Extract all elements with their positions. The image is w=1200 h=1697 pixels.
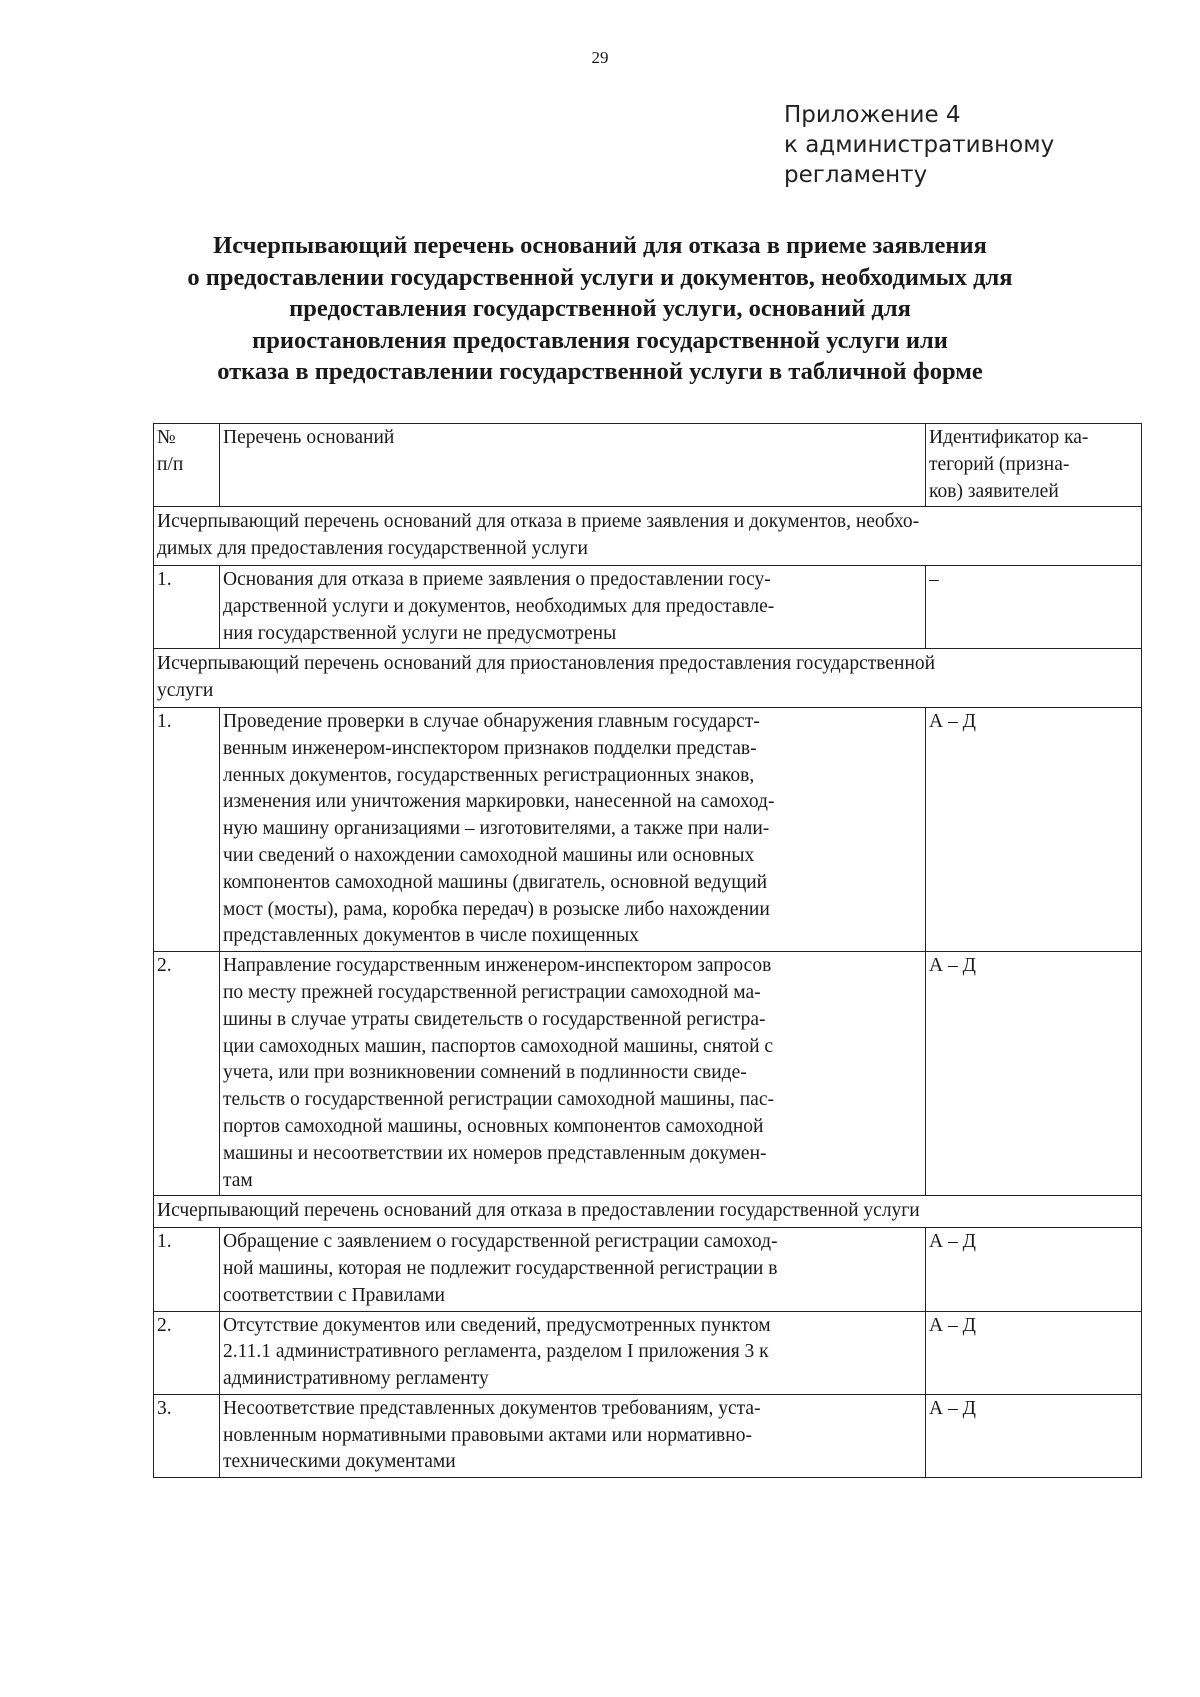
row-text-line: ции самоходных машин, паспортов самоходной машины, снятой с bbox=[223, 1035, 774, 1057]
row-text-line: компонентов самоходной машины (двигатель, основной ведущий bbox=[223, 871, 768, 893]
row-text-line: 2.11.1 административного регламента, разделом I приложения 3 к bbox=[223, 1341, 769, 1363]
table-row bbox=[154, 565, 1142, 648]
header-identifier-line: ков) заявителей bbox=[929, 480, 1059, 502]
row-text-line: машины и несоответствии их номеров представленным докумен- bbox=[223, 1142, 767, 1164]
row-text-line: ную машину организациями – изготовителями, а также при нали- bbox=[223, 818, 770, 840]
section-title-line: Исчерпывающий перечень оснований для отказа в приеме заявления и документов, необхо- bbox=[157, 511, 920, 533]
row-text-line: техническими документами bbox=[223, 1451, 456, 1473]
row-identifier: А – Д bbox=[926, 1394, 1142, 1477]
row-identifier: А – Д bbox=[926, 1228, 1142, 1311]
row-text-line: чии сведений о нахождении самоходной машины или основных bbox=[223, 844, 755, 866]
section-title-line: димых для предоставления государственной услуги bbox=[157, 538, 588, 560]
title-line: о предоставлении государственной услуги и документов, необходимых для bbox=[187, 263, 1013, 291]
row-text-line: тельств о государственной регистрации самоходной машины, пас- bbox=[223, 1089, 774, 1111]
row-text-line: Направление государственным инженером-инспектором запросов bbox=[223, 955, 772, 977]
header-number bbox=[154, 424, 220, 507]
row-text-line: Отсутствие документов или сведений, предусмотренных пунктом bbox=[223, 1314, 771, 1336]
row-text bbox=[220, 565, 926, 648]
appendix-line: регламенту bbox=[784, 162, 928, 188]
section-title-line: Исчерпывающий перечень оснований для отказа в предоставлении государственной услуги bbox=[157, 1200, 920, 1222]
row-text bbox=[220, 952, 926, 1196]
row-text-line: венным инженером-инспектором признаков подделки представ- bbox=[223, 737, 757, 759]
title-line: предоставления государственной услуги, оснований для bbox=[289, 295, 911, 322]
row-text bbox=[220, 1311, 926, 1394]
row-text bbox=[220, 1394, 926, 1477]
row-text-line: ния государственной услуги не предусмотрены bbox=[223, 622, 617, 644]
row-text-line: там bbox=[223, 1169, 253, 1191]
table-row bbox=[154, 1394, 1142, 1477]
row-identifier: А – Д bbox=[926, 1311, 1142, 1394]
row-text bbox=[220, 707, 926, 951]
row-number: 2. bbox=[154, 952, 220, 1196]
row-text-line: мост (мосты), рама, коробка передач) в розыске либо нахождении bbox=[223, 898, 770, 920]
grounds-table bbox=[153, 423, 1142, 1478]
section-row bbox=[154, 649, 1142, 708]
header-identifier-line: Идентификатор ка- bbox=[929, 427, 1089, 448]
appendix-note bbox=[784, 100, 1054, 190]
row-text-line: изменения или уничтожения маркировки, нанесенной на самоход- bbox=[223, 791, 775, 813]
row-text-line: Основания для отказа в приеме заявления о предоставлении госу- bbox=[223, 568, 771, 590]
table-row bbox=[154, 1228, 1142, 1311]
section-title bbox=[154, 1196, 1142, 1228]
row-text-line: шины в случае утраты свидетельств о государственной регистра- bbox=[223, 1008, 766, 1030]
header-number-line: № bbox=[157, 427, 176, 448]
section-title bbox=[154, 649, 1142, 708]
row-text-line: Обращение с заявлением о государственной регистрации самоход- bbox=[223, 1231, 778, 1253]
row-text-line: дарственной услуги и документов, необходимых для предоставле- bbox=[223, 595, 775, 617]
section-title bbox=[154, 507, 1142, 566]
header-identifier-line: тегорий (призна- bbox=[929, 453, 1070, 475]
row-text-line: по месту прежней государственной регистрации самоходной ма- bbox=[223, 981, 761, 1003]
section-row bbox=[154, 507, 1142, 566]
table-row bbox=[154, 707, 1142, 951]
title-line: отказа в предоставлении государственной услуги в табличной форме bbox=[217, 358, 983, 385]
row-text-line: представленных документов в числе похищенных bbox=[223, 925, 639, 947]
header-identifier bbox=[926, 424, 1142, 507]
row-identifier: А – Д bbox=[926, 707, 1142, 951]
row-text-line: ленных документов, государственных регистрационных знаков, bbox=[223, 764, 755, 786]
row-text-line: Проведение проверки в случае обнаружения главным государст- bbox=[223, 710, 760, 732]
row-identifier: – bbox=[926, 565, 1142, 648]
row-text bbox=[220, 1228, 926, 1311]
row-text-line: соответствии с Правилами bbox=[223, 1284, 445, 1306]
row-number: 1. bbox=[154, 565, 220, 648]
title-line: приостановления предоставления государственной услуги или bbox=[252, 326, 948, 354]
row-number: 1. bbox=[154, 707, 220, 951]
page-number: 29 bbox=[591, 48, 609, 67]
appendix-line: Приложение 4 bbox=[784, 102, 961, 128]
row-text-line: ной машины, которая не подлежит государственной регистрации в bbox=[223, 1257, 778, 1279]
header-number-line: п/п bbox=[157, 453, 184, 475]
row-identifier: А – Д bbox=[926, 952, 1142, 1196]
row-number: 2. bbox=[154, 1311, 220, 1394]
row-text-line: административному регламенту bbox=[223, 1368, 489, 1390]
document-title bbox=[130, 230, 1070, 388]
row-number: 1. bbox=[154, 1228, 220, 1311]
row-text-line: портов самоходной машины, основных компонентов самоходной bbox=[223, 1115, 764, 1137]
table-row bbox=[154, 1311, 1142, 1394]
header-grounds: Перечень оснований bbox=[220, 424, 926, 507]
row-text-line: новленным нормативными правовыми актами или нормативно- bbox=[223, 1424, 752, 1446]
row-number: 3. bbox=[154, 1394, 220, 1477]
section-title-line: Исчерпывающий перечень оснований для приостановления предоставления государственной bbox=[157, 653, 936, 675]
appendix-line: к административному bbox=[784, 132, 1055, 158]
table-row bbox=[154, 952, 1142, 1196]
section-row bbox=[154, 1196, 1142, 1228]
table-header-row bbox=[154, 424, 1142, 507]
title-line: Исчерпывающий перечень оснований для отказа в приеме заявления bbox=[213, 232, 987, 259]
row-text-line: Несоответствие представленных документов требованиям, уста- bbox=[223, 1397, 761, 1419]
row-text-line: учета, или при возникновении сомнений в подлинности свиде- bbox=[223, 1062, 747, 1084]
section-title-line: услуги bbox=[157, 680, 214, 702]
